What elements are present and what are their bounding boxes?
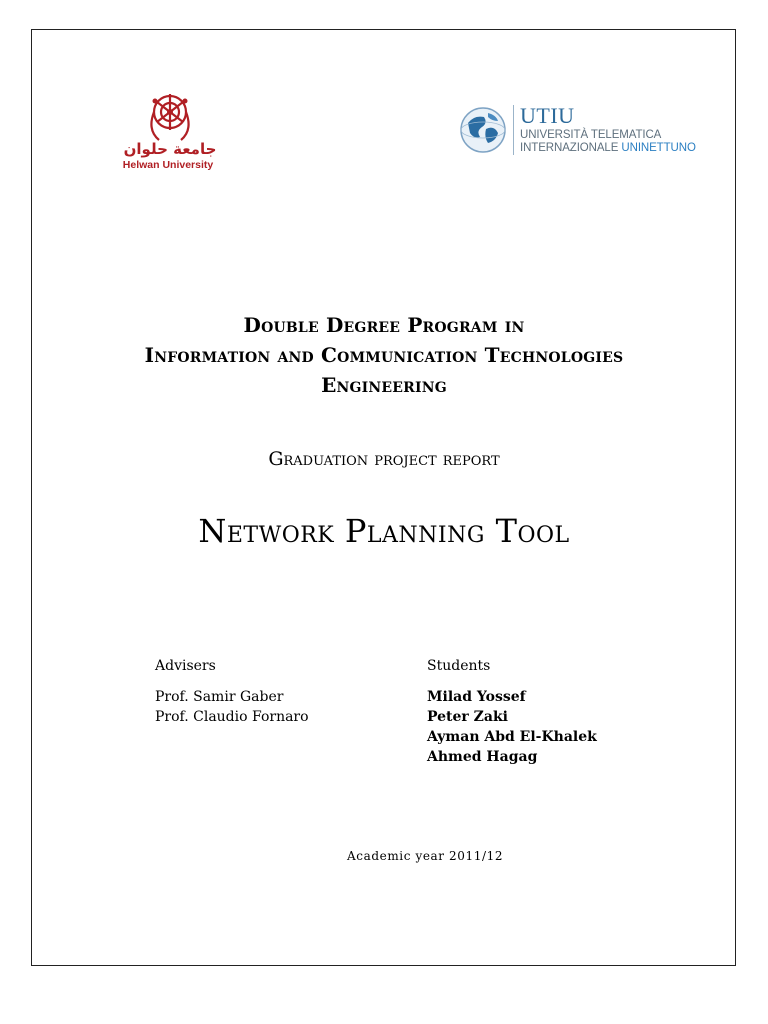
adviser-name: Prof. Samir Gaber <box>155 689 284 705</box>
globe-icon <box>458 105 508 155</box>
student-name: Milad Yossef <box>427 689 526 705</box>
utiu-logo <box>458 103 708 159</box>
student-name: Ahmed Hagag <box>427 749 538 765</box>
report-type: Graduation project report <box>268 448 500 470</box>
student-name: Ayman Abd El-Khalek <box>427 729 597 745</box>
helwan-emblem-icon <box>123 90 217 160</box>
adviser-name: Prof. Claudio Fornaro <box>155 709 309 725</box>
utiu-line1: UNIVERSITÀ TELEMATICA <box>520 129 662 141</box>
utiu-line2-a: INTERNAZIONALE <box>520 142 619 154</box>
utiu-acronym: UTIU <box>520 103 575 128</box>
students-heading: Students <box>427 658 491 674</box>
academic-year: Academic year 2011/12 <box>347 849 504 863</box>
helwan-university-logo <box>120 90 220 172</box>
helwan-arabic-caption: جامعة حلوان <box>123 140 217 158</box>
utiu-line2 <box>520 142 696 154</box>
students-column <box>427 656 597 767</box>
program-line3: Engineering <box>321 373 447 397</box>
student-name: Peter Zaki <box>427 709 508 725</box>
program-line2: Information and Communication Technologies <box>144 343 624 367</box>
program-line1: Double Degree Program in <box>243 313 525 337</box>
advisers-column <box>155 656 309 727</box>
program-title <box>60 310 708 400</box>
advisers-heading: Advisers <box>155 658 216 674</box>
project-title: Network Planning Tool <box>198 512 570 550</box>
utiu-line2-b: UNINETTUNO <box>621 142 696 154</box>
helwan-logo-caption: Helwan University <box>122 159 214 171</box>
logo-divider <box>513 105 514 155</box>
